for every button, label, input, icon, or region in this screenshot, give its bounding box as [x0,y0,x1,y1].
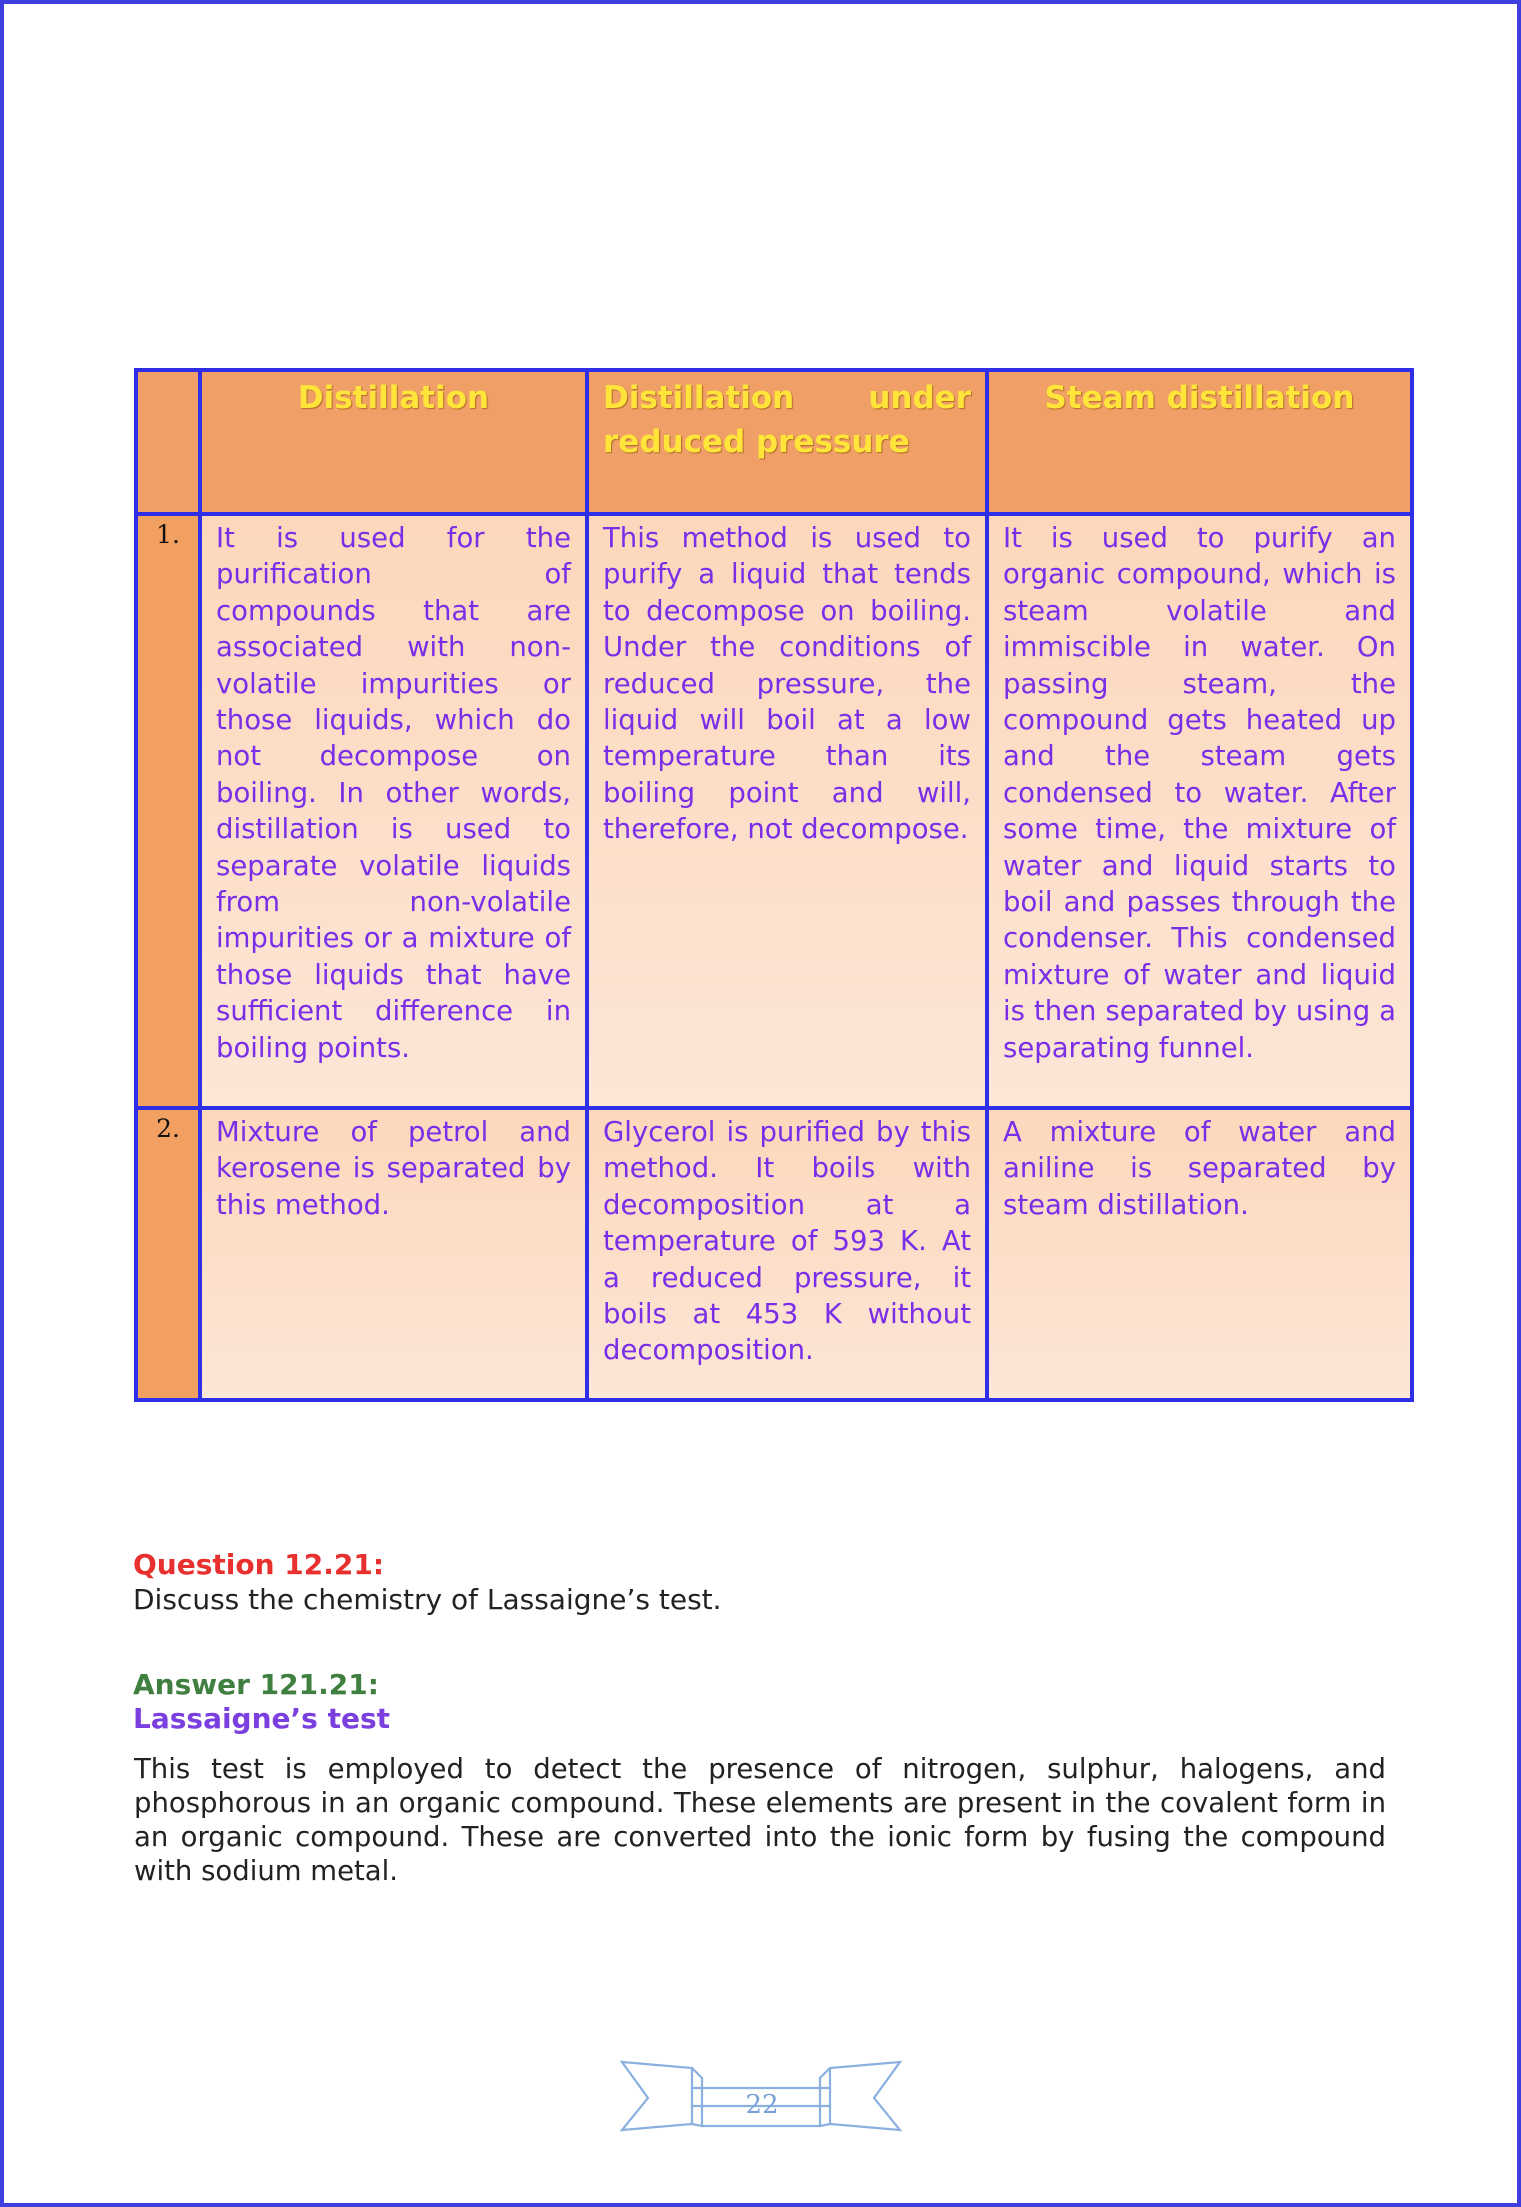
table-row [136,514,1412,1108]
answer-title: Answer 121.21: [133,1668,379,1701]
header-reduced-pressure: Distillation under reduced pressure [587,370,987,514]
row-number: 1. [136,514,200,1108]
header-index [136,370,200,514]
header-distillation: Distillation [200,370,587,514]
table-row [136,1108,1412,1400]
question-title: Question 12.21: [133,1548,385,1581]
cell-steam-distillation: A mixture of water and aniline is separated by steam distillation. [987,1108,1412,1400]
row-number: 2. [136,1108,200,1400]
page-number: 22 [745,2090,779,2120]
cell-reduced-pressure: Glycerol is purified by this method. It boils with decomposition at a temperature of 593 K. At a reduced pressure, it boils at 453 K without decomposition. [587,1108,987,1400]
answer-body: This test is employed to detect the presence of nitrogen, sulphur, halogens, and phosphorous in an organic compound. These elements are present in the covalent form in an organic compound. These are converted into the ionic form by fusing the compound with sodium metal. [134,1753,1386,1887]
cell-distillation: It is used for the purification of compounds that are associated with non-volatile impurities or those liquids, which do not decompose on boiling. In other words, distillation is used to separate volatile liquids from non-volatile impurities or a mixture of those liquids that have sufficient difference in boiling points. [200,514,587,1108]
cell-reduced-pressure: This method is used to purify a liquid that tends to decompose on boiling. Under the conditions of reduced pressure, the liquid will boil at a low temperature than its boiling point and will, therefore, not decompose. [587,514,987,1108]
question-text: Discuss the chemistry of Lassaigne’s test. [133,1583,722,1616]
distillation-comparison-table [134,368,1414,1402]
cell-distillation: Mixture of petrol and kerosene is separated by this method. [200,1108,587,1400]
cell-steam-distillation: It is used to purify an organic compound, which is steam volatile and immiscible in water. On passing steam, the compound gets heated up and the steam gets condensed to water. After some time, the mixture of water and liquid starts to boil and passes through the condenser. This condensed mixture of water and liquid is then separated by using a separating funnel. [987,514,1412,1108]
table-header-row [136,370,1412,514]
answer-subtitle: Lassaigne’s test [133,1702,391,1735]
header-steam-distillation: Steam distillation [987,370,1412,514]
